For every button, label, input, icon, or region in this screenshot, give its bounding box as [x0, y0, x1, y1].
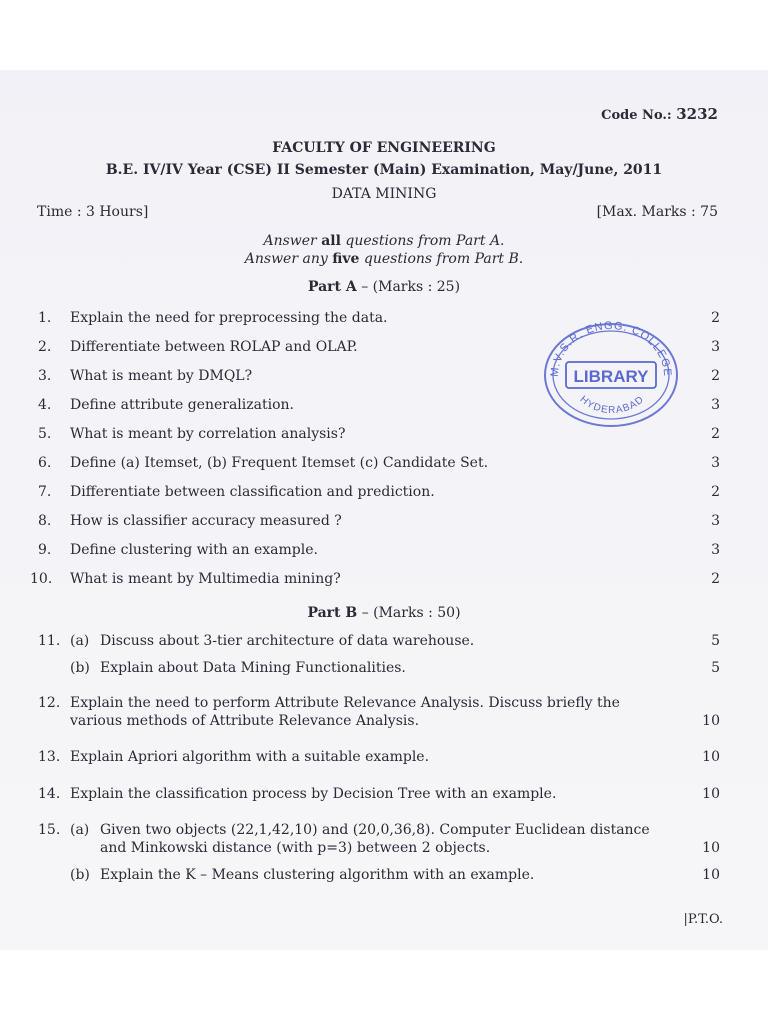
question-marks: 2: [711, 426, 720, 442]
question-text: Define attribute generalization.: [70, 397, 294, 413]
question-text: Differentiate between classification and prediction.: [70, 484, 435, 500]
stamp-bottom-arc-text: HYDERABAD: [577, 393, 647, 417]
code-number: [601, 105, 718, 123]
max-marks: [Max. Marks : 75: [596, 204, 718, 220]
instruction-emphasis: five: [332, 251, 360, 267]
question-number: 13.: [38, 749, 61, 765]
question-marks: 10: [702, 786, 720, 802]
instruction-text: Answer any: [244, 251, 328, 267]
part-b-marks: – (Marks : 50): [361, 605, 461, 621]
part-a-title: Part A: [307, 279, 357, 295]
stamp-top-arc-text: M.V.S.R. ENGG. COLLEGE: [548, 319, 674, 378]
question-marks: 2: [711, 571, 720, 587]
part-b-heading: [0, 605, 768, 621]
stamp-center-text: LIBRARY: [573, 367, 649, 386]
question-text: Differentiate between ROLAP and OLAP.: [70, 339, 358, 355]
exam-heading: B.E. IV/IV Year (CSE) II Semester (Main) Examination, May/June, 2011: [105, 162, 663, 178]
question-text: Explain about Data Mining Functionalities.: [100, 660, 406, 676]
question-marks: 10: [702, 840, 720, 856]
stamp-bottom-arc: [578, 394, 647, 416]
subquestion-label: (b): [70, 867, 90, 883]
question-text: Explain the classification process by Decision Tree with an example.: [70, 786, 557, 802]
time-allowed: Time : 3 Hours]: [37, 204, 149, 220]
question-number: 14.: [38, 786, 61, 802]
question-marks: 5: [711, 633, 720, 649]
subquestion-label: (a): [70, 633, 90, 649]
question-text: Given two objects (22,1,42,10) and (20,0,36,8). Computer Euclidean distance: [100, 822, 650, 838]
question-number: 15.: [38, 822, 61, 838]
question-number: 4.: [38, 397, 52, 413]
question-marks: 10: [702, 749, 720, 765]
instruction-part-b: [0, 251, 768, 267]
question-number: 11.: [38, 633, 61, 649]
instruction-text: questions from Part A.: [345, 233, 505, 249]
question-number: 6.: [38, 455, 52, 471]
please-turn-over: |P.T.O.: [683, 912, 723, 927]
code-label: Code No.:: [601, 108, 672, 123]
question-number: 8.: [38, 513, 52, 529]
question-text: Define (a) Itemset, (b) Frequent Itemset (c) Candidate Set.: [70, 455, 489, 471]
question-marks: 2: [711, 310, 720, 326]
faculty-heading: FACULTY OF ENGINEERING: [272, 140, 496, 156]
library-stamp: [540, 318, 682, 428]
question-text: Discuss about 3-tier architecture of data warehouse.: [100, 633, 475, 649]
question-text: Explain the need for preprocessing the data.: [70, 310, 388, 326]
question-text: What is meant by DMQL?: [70, 368, 253, 384]
question-text: Explain the K – Means clustering algorithm with an example.: [100, 867, 535, 883]
question-number: 7.: [38, 484, 52, 500]
question-text: Explain the need to perform Attribute Relevance Analysis. Discuss briefly the: [70, 695, 620, 711]
instruction-text: Answer: [263, 233, 317, 249]
subquestion-label: (a): [70, 822, 90, 838]
question-marks: 2: [711, 368, 720, 384]
question-text: Define clustering with an example.: [70, 542, 318, 558]
question-text: and Minkowski distance (with p=3) between 2 objects.: [100, 840, 491, 856]
question-number: 9.: [38, 542, 52, 558]
instruction-text: questions from Part B.: [363, 251, 524, 267]
bleed-through: [520, 102, 524, 116]
question-marks: 2: [711, 484, 720, 500]
instruction-emphasis: all: [321, 233, 341, 249]
part-a-marks: – (Marks : 25): [361, 279, 461, 295]
question-text: How is classifier accuracy measured ?: [70, 513, 342, 529]
question-marks: 3: [711, 339, 720, 355]
part-b-title: Part B: [307, 605, 358, 621]
question-text: various methods of Attribute Relevance Analysis.: [70, 713, 420, 729]
question-marks: 3: [711, 513, 720, 529]
question-marks: 10: [702, 867, 720, 883]
subject-title: DATA MINING: [331, 186, 437, 202]
subquestion-label: (b): [70, 660, 90, 676]
question-marks: 3: [711, 397, 720, 413]
question-text: What is meant by correlation analysis?: [70, 426, 346, 442]
code-value: 3232: [676, 105, 718, 123]
exam-paper: [0, 70, 768, 950]
question-number: 2.: [38, 339, 52, 355]
instruction-part-a: [0, 233, 768, 249]
question-marks: 5: [711, 660, 720, 676]
question-number: 3.: [38, 368, 52, 384]
question-marks: 3: [711, 542, 720, 558]
part-a-heading: [0, 279, 768, 295]
question-number: 12.: [38, 695, 61, 711]
question-number: 1.: [38, 310, 52, 326]
question-text: What is meant by Multimedia mining?: [70, 571, 341, 587]
question-marks: 3: [711, 455, 720, 471]
question-number: 10.: [30, 571, 53, 587]
question-text: Explain Apriori algorithm with a suitable example.: [70, 749, 430, 765]
question-number: 5.: [38, 426, 52, 442]
question-marks: 10: [702, 713, 720, 729]
